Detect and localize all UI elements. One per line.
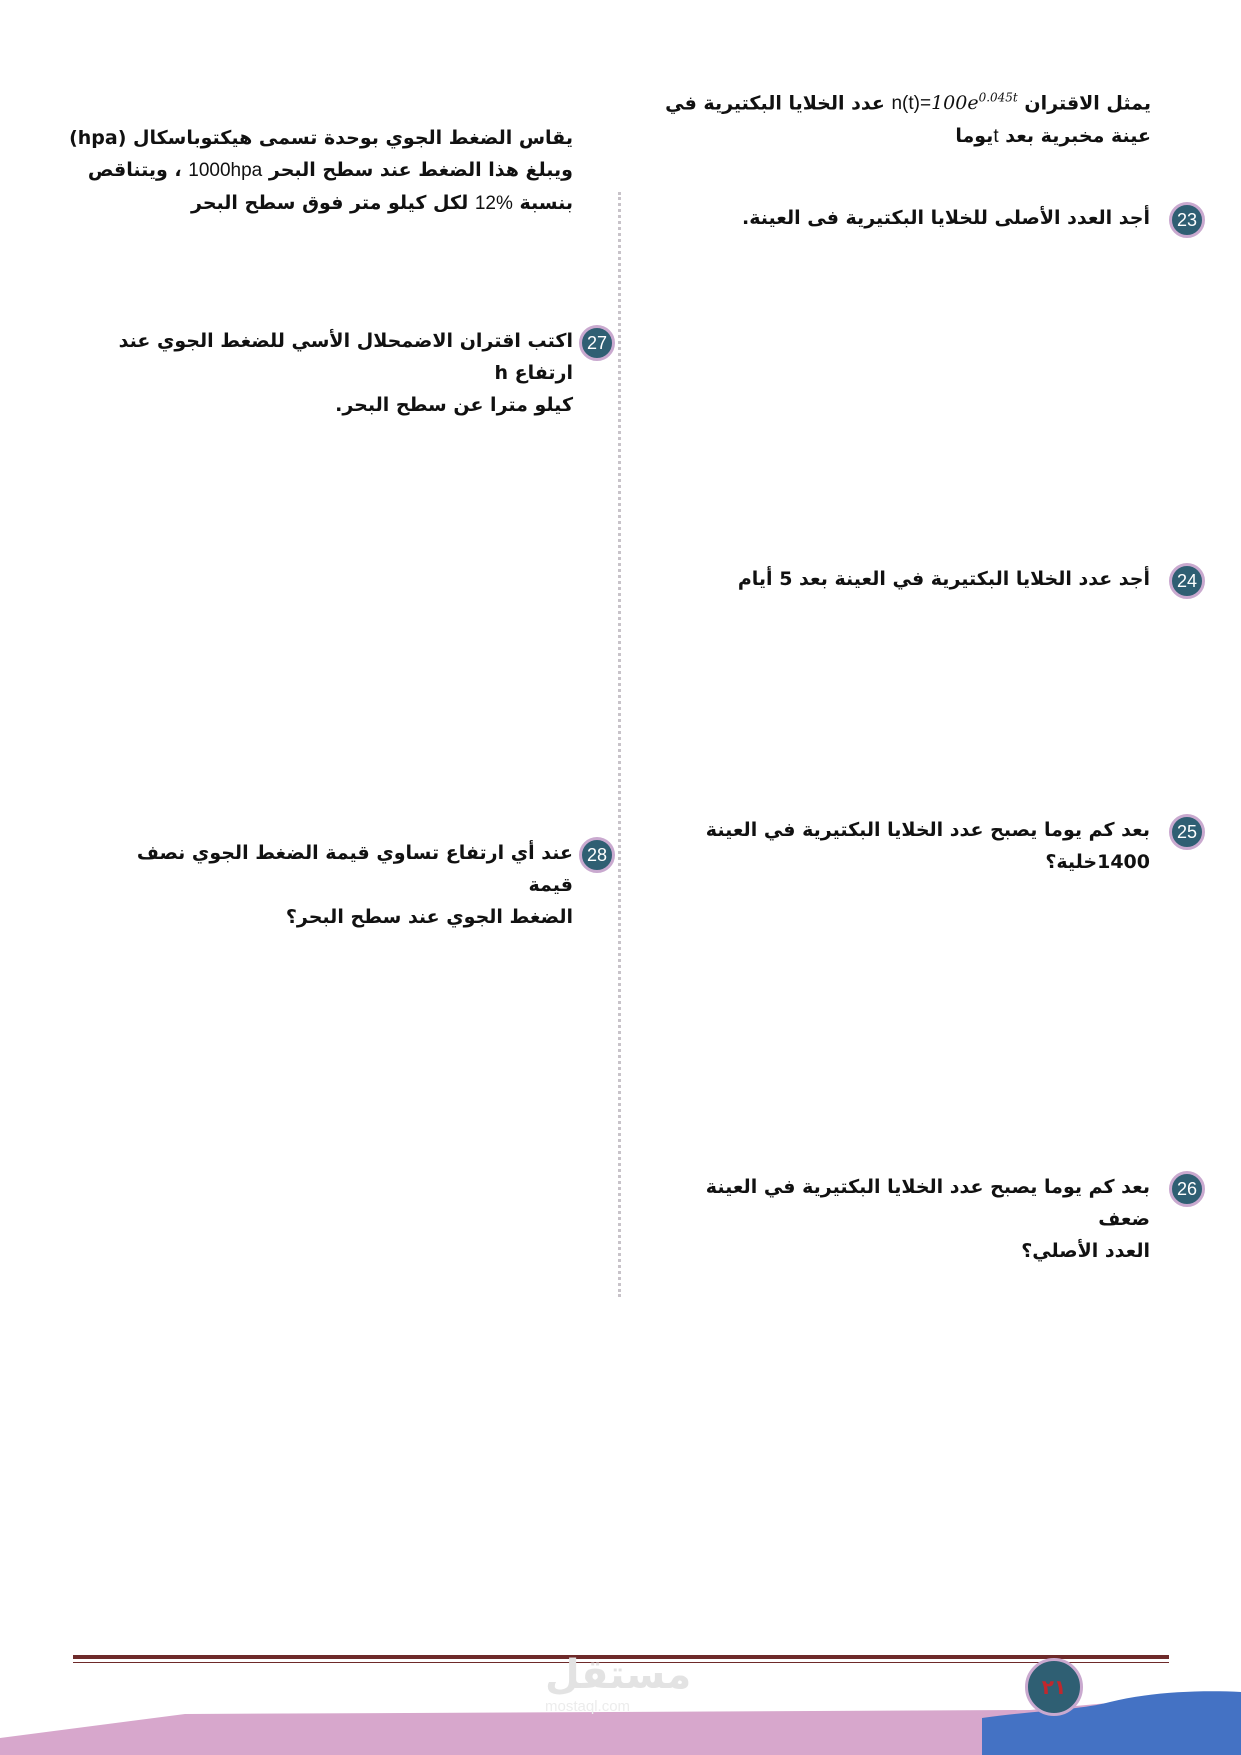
- question-text: أجد عدد الخلايا البكتيرية في العينة بعد 5 أيام: [737, 568, 1150, 590]
- footer-blue-band: [982, 1691, 1241, 1755]
- question-26: [690, 1171, 1205, 1262]
- question-number-badge: 28: [579, 837, 615, 873]
- question-text: اكتب اقتران الاضمحلال الأسي للضغط الجوي عند ارتفاع h كيلو مترا عن سطح البحر.: [118, 330, 573, 416]
- question-28: [95, 837, 615, 928]
- question-23: [690, 202, 1205, 272]
- pressure-intro-line2: ويبلغ هذا الضغط عند سطح البحر 1000hpa ، ويتناقص: [87, 159, 573, 181]
- question-number-badge: 24: [1169, 563, 1205, 599]
- watermark-logo: مستقل: [545, 1652, 692, 1698]
- question-number-badge: 23: [1169, 202, 1205, 238]
- question-number-badge: 25: [1169, 814, 1205, 850]
- question-text: أجد العدد الأصلى للخلايا البكتيرية فى العينة.: [742, 207, 1150, 229]
- page-number-badge: ٢١: [1025, 1658, 1083, 1716]
- watermark-url: mostaql.com: [545, 1698, 631, 1715]
- question-text: بعد كم يوما يصبح عدد الخلايا البكتيرية في العينة ضعف العدد الأصلي؟: [705, 1176, 1150, 1262]
- bacteria-intro-line2: عينة مخبرية بعد tيوما: [955, 125, 1151, 148]
- column-divider: [618, 192, 621, 1297]
- question-number-badge: 26: [1169, 1171, 1205, 1207]
- question-25: [690, 814, 1205, 884]
- bacteria-intro-line1: يمثل الاقتران $n(t)=100e^{0.045t}$ عدد الخلايا البكتيرية في: [665, 91, 1151, 115]
- question-text: عند أي ارتفاع تساوي قيمة الضغط الجوي نصف قيمة الضغط الجوي عند سطح البحر؟: [136, 842, 573, 928]
- question-text: بعد كم يوما يصبح عدد الخلايا البكتيرية في العينة 1400خلية؟: [705, 819, 1150, 873]
- pressure-intro-line3: بنسبة 12% لكل كيلو متر فوق سطح البحر: [191, 192, 573, 214]
- bacteria-intro: [591, 82, 1151, 153]
- question-27: [95, 325, 615, 416]
- bacteria-formula: $n(t)=100e^{0.045t}$: [891, 91, 1018, 115]
- question-number-badge: 27: [579, 325, 615, 361]
- pressure-intro-line1: يقاس الضغط الجوي بوحدة تسمى هيكتوباسكال (hpa): [69, 127, 573, 149]
- question-24: [690, 563, 1205, 633]
- pressure-intro: [13, 122, 573, 220]
